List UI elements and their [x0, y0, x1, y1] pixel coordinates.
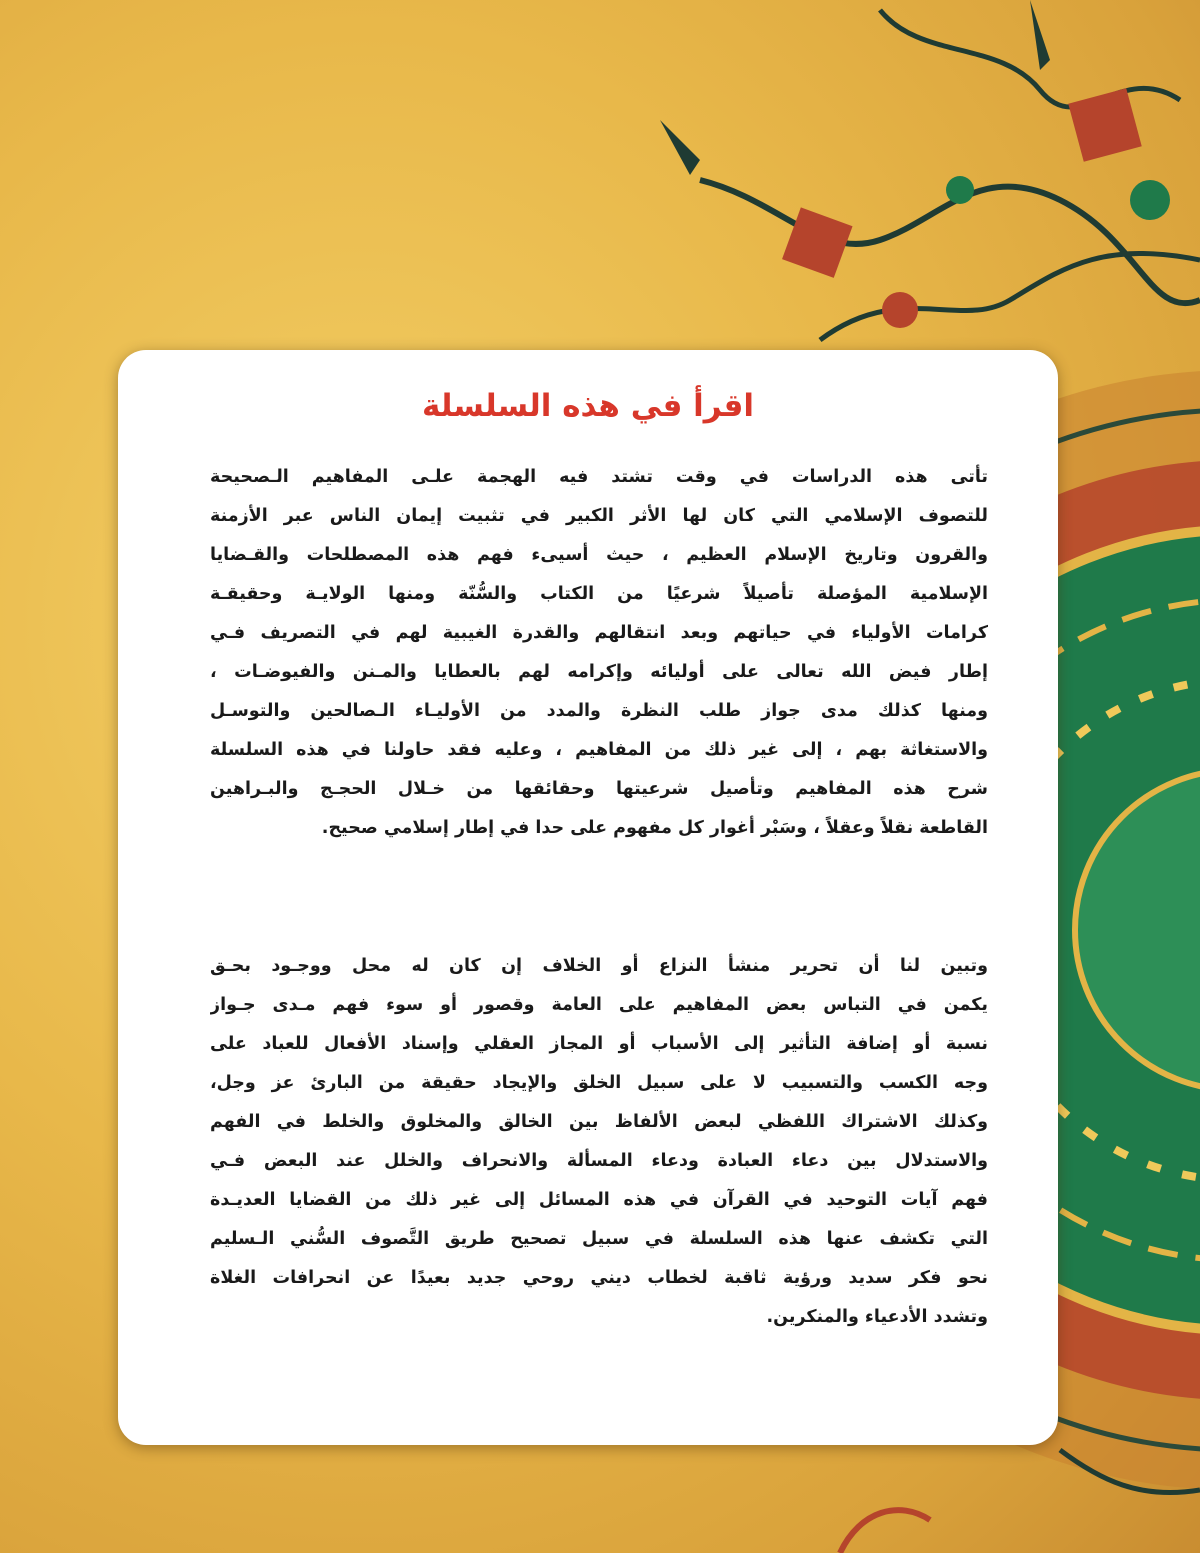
paragraph-line: نسبة أو إضافة التأثير إلى الأسباب أو المجاز العقلي وإسناد الأفعال للعباد على: [210, 1034, 988, 1054]
paragraph-line: للتصوف الإسلامي التي كان لها الأثر الكبير في تثبيت إيمان الناس عبر الأزمنة: [210, 506, 988, 526]
paragraph-line: والقرون وتاريخ الإسلام العظيم ، حيث أسيىء فهم هذه المصطلحات والقـضايا: [210, 545, 988, 565]
page-title: اقرأ في هذه السلسلة: [421, 388, 755, 424]
paragraph-line: يكمن في التباس بعض المفاهيم على العامة وقصور أو سوء فهم مـدى جـواز: [210, 995, 988, 1015]
text-card: [118, 350, 1058, 1445]
paragraph-line: وتشدد الأدعياء والمنكرين.: [766, 1307, 988, 1327]
paragraph-line: وجه الكسب والتسبيب لا على سبيل الخلق والإيجاد حقيقة من البارئ عز وجل،: [210, 1073, 988, 1093]
paragraph-line: شرح هذه المفاهيم وتأصيل شرعيتها وحقائقها من خـلال الحجـج والبـراهين: [210, 779, 988, 799]
paragraph-line: كرامات الأولياء في حياتهم وبعد انتقالهم والقدرة الغيبية لهم في التصريف فـي: [210, 623, 988, 643]
paragraph-line: وتبين لنا أن تحرير منشأ النزاع أو الخلاف إن كان له محل ووجـود بحـق: [210, 956, 988, 976]
paragraph-line: نحو فكر سديد ورؤية ثاقبة لخطاب ديني روحي جديد بعيدًا عن انحرافات الغلاة: [210, 1268, 988, 1288]
paragraph-line: إطار فيض الله تعالى على أوليائه وإكرامه لهم بالعطايا والمـنن والفيوضـات ،: [210, 662, 988, 682]
paragraph-line: القاطعة نقلاً وعقلاً ، وسَبْر أغوار كل مفهوم على حدا في إطار إسلامي صحيح.: [321, 818, 988, 838]
paragraph-line: فهم آيات التوحيد في القرآن في هذه المسائل إلى غير ذلك من القضايا العديـدة: [210, 1190, 988, 1210]
paragraph-line: ومنها كذلك مدى جواز طلب النظرة والمدد من الأوليـاء الـصالحين والتوسـل: [210, 701, 988, 721]
paragraph-2: [210, 947, 988, 1337]
paragraph-line: الإسلامية المؤصلة تأصيلاً شرعيًا من الكتاب والسُّنّة ومنها الولايـة وحقيقـة: [210, 584, 988, 604]
paragraph-line: التي تكشف عنها هذه السلسلة في سبيل تصحيح طريق التَّصوف السُّني الـسليم: [210, 1229, 988, 1249]
paragraph-line: وكذلك الاشتراك اللفظي لبعض الألفاظ بين الخالق والمخلوق والخلط في الفهم: [210, 1112, 988, 1132]
paragraph-line: والاستدلال بين دعاء العبادة ودعاء المسألة والانحراف والخلل عند البعض فـي: [210, 1151, 988, 1171]
paragraph-1: [210, 458, 988, 848]
paragraph-line: تأتى هذه الدراسات في وقت تشتد فيه الهجمة علـى المفاهيم الـصحيحة: [210, 467, 988, 487]
paragraph-line: والاستغاثة بهم ، إلى غير ذلك من المفاهيم ، وعليه فقد حاولنا في هذه السلسلة: [210, 740, 988, 760]
